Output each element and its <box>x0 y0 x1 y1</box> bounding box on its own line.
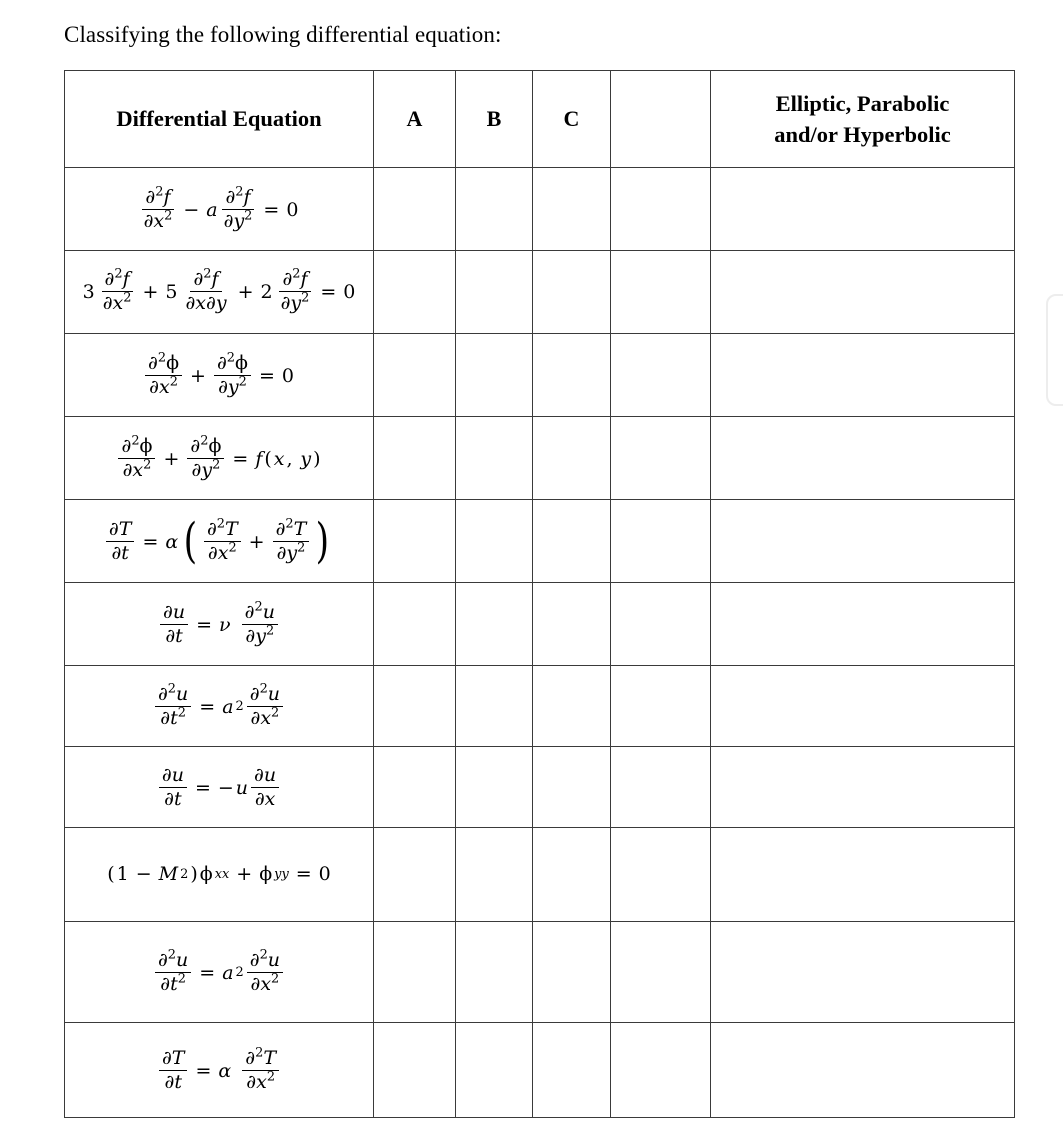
fraction <box>118 433 155 481</box>
answer-cell-a-11[interactable] <box>374 1023 456 1118</box>
plus-operator: + <box>237 280 254 303</box>
fraction <box>278 266 313 314</box>
answer-cell-b-1[interactable] <box>456 168 533 251</box>
column-header-a: A <box>374 71 456 168</box>
answer-cell-classification-11[interactable] <box>711 1023 1015 1118</box>
equals-operator: = <box>263 198 280 221</box>
answer-cell-blank-6[interactable] <box>611 583 711 666</box>
fraction <box>141 184 176 232</box>
numerator: ∂$^2$f <box>142 188 173 210</box>
column-header-blank <box>611 71 711 168</box>
denominator: $\partial x^2$ <box>149 374 178 398</box>
minus-operator: − <box>183 198 200 221</box>
table-row <box>65 251 1015 334</box>
answer-cell-blank-4[interactable] <box>611 417 711 500</box>
numerator: ∂$^2$u <box>155 951 191 973</box>
fraction <box>159 766 187 810</box>
equation-cell-8 <box>65 747 374 828</box>
answer-cell-blank-3[interactable] <box>611 334 711 417</box>
denominator: ∂t <box>164 1071 182 1093</box>
coefficient-5: 5 <box>165 280 178 303</box>
equals-operator: = <box>295 863 312 885</box>
equals-operator: = <box>142 530 159 553</box>
equals-operator: = <box>195 1059 212 1082</box>
phi-symbol: ϕ <box>199 863 213 885</box>
equation-cell-11 <box>65 1023 374 1118</box>
coefficient-a: a <box>222 961 234 984</box>
variable-u: u <box>235 776 249 799</box>
alpha-symbol: α <box>218 1059 232 1082</box>
answer-cell-a-2[interactable] <box>374 251 456 334</box>
equation-3 <box>144 350 294 398</box>
equals-operator: = <box>194 776 211 799</box>
function-f: f <box>255 447 263 470</box>
fraction <box>247 681 283 729</box>
fraction <box>214 350 251 398</box>
answer-cell-b-8[interactable] <box>456 747 533 828</box>
equation-cell-9 <box>65 828 374 922</box>
answer-cell-blank-9[interactable] <box>611 828 711 922</box>
answer-cell-a-6[interactable] <box>374 583 456 666</box>
denominator: ∂t <box>111 542 129 564</box>
fraction <box>204 516 241 564</box>
answer-cell-b-2[interactable] <box>456 251 533 334</box>
coefficient-2: 2 <box>260 280 273 303</box>
answer-cell-classification-4[interactable] <box>711 417 1015 500</box>
fraction <box>145 350 182 398</box>
equation-11 <box>158 1045 280 1093</box>
answer-cell-classification-7[interactable] <box>711 666 1015 747</box>
plus-operator: + <box>190 364 206 387</box>
answer-cell-b-6[interactable] <box>456 583 533 666</box>
answer-cell-c-2[interactable] <box>533 251 611 334</box>
numerator: ∂$^2$u <box>155 685 191 707</box>
fraction <box>187 433 224 481</box>
page-title: Classifying the following differential equation: <box>64 22 502 47</box>
alpha-symbol: α <box>165 530 179 553</box>
coefficient-a: a <box>206 198 218 221</box>
fraction <box>155 681 191 729</box>
answer-cell-b-4[interactable] <box>456 417 533 500</box>
equation-cell-1 <box>65 168 374 251</box>
numerator: ∂$^2$f <box>279 270 310 292</box>
answer-cell-c-9[interactable] <box>533 828 611 922</box>
answer-cell-b-9[interactable] <box>456 828 533 922</box>
phi-symbol: ϕ <box>259 863 273 885</box>
table-row <box>65 828 1015 922</box>
fraction <box>106 520 135 564</box>
answer-cell-classification-2[interactable] <box>711 251 1015 334</box>
equation-9: ( 1 − M 2 ) ϕ xx + ϕ yy = 0 <box>107 863 331 885</box>
header-row <box>65 71 1015 168</box>
denominator: $\partial y^2$ <box>245 623 275 647</box>
table-row <box>65 583 1015 666</box>
numerator: ∂$^2$T <box>273 520 310 542</box>
equation-cell-7 <box>65 666 374 747</box>
answer-cell-blank-8[interactable] <box>611 747 711 828</box>
coefficient-a: a <box>222 695 234 718</box>
table-body <box>65 168 1015 1118</box>
answer-cell-c-5[interactable] <box>533 500 611 583</box>
equals-operator: = <box>196 613 213 636</box>
answer-cell-b-5[interactable] <box>456 500 533 583</box>
numerator: ∂$^2$f <box>190 270 221 292</box>
column-header-equation: Differential Equation <box>65 71 374 168</box>
denominator: $\partial y^2$ <box>191 457 221 481</box>
denominator: $\partial x^2$ <box>207 540 237 564</box>
answer-cell-c-8[interactable] <box>533 747 611 828</box>
answer-cell-c-3[interactable] <box>533 334 611 417</box>
numerator: ∂u <box>160 603 188 625</box>
equation-cell-5 <box>65 500 374 583</box>
table-header <box>65 71 1015 168</box>
table-row <box>65 1023 1015 1118</box>
equals-operator: = <box>232 447 249 470</box>
equation-cell-6 <box>65 583 374 666</box>
numerator: ∂$^2$u <box>247 685 283 707</box>
fraction <box>273 516 310 564</box>
answer-cell-a-5[interactable] <box>374 500 456 583</box>
left-paren: ( <box>183 513 198 570</box>
answer-cell-classification-6[interactable] <box>711 583 1015 666</box>
fraction <box>251 766 279 810</box>
numerator: ∂$^2$u <box>242 603 278 625</box>
numerator: ∂u <box>159 766 187 788</box>
numerator: ∂T <box>159 1049 188 1071</box>
answer-cell-b-3[interactable] <box>456 334 533 417</box>
equation-4: $\frac{\partial^2\phi}{\partial x^2}$ + $\frac{\partial^2\phi}{\partial y^2}$ = f ( x , y ) <box>117 437 320 481</box>
denominator: $\partial x^2$ <box>250 705 280 729</box>
fraction <box>159 1049 188 1093</box>
denominator: $\partial y^2$ <box>223 208 253 232</box>
numerator: ∂$^2$ϕ <box>118 437 155 459</box>
equation-8 <box>158 766 280 810</box>
answer-cell-b-7[interactable] <box>456 666 533 747</box>
answer-cell-blank-11[interactable] <box>611 1023 711 1118</box>
classification-header-line2: and/or Hyperbolic <box>774 122 951 147</box>
numerator: ∂$^2$T <box>204 520 241 542</box>
equation-cell-3 <box>65 334 374 417</box>
fraction <box>182 266 229 314</box>
column-header-classification <box>711 71 1015 168</box>
fraction <box>100 266 135 314</box>
numerator: ∂$^2$T <box>242 1049 279 1071</box>
numerator: ∂$^2$ϕ <box>145 354 182 376</box>
answer-cell-c-10[interactable] <box>533 922 611 1023</box>
answer-cell-blank-5[interactable] <box>611 500 711 583</box>
equation-cell-2 <box>65 251 374 334</box>
answer-cell-blank-2[interactable] <box>611 251 711 334</box>
column-header-b: B <box>456 71 533 168</box>
denominator: $\partial t^2$ <box>160 705 186 729</box>
answer-cell-blank-1[interactable] <box>611 168 711 251</box>
answer-cell-classification-5[interactable] <box>711 500 1015 583</box>
plus-operator: + <box>142 280 159 303</box>
side-panel-fragment <box>1046 294 1063 406</box>
table-row <box>65 334 1015 417</box>
nu-symbol: ν <box>219 613 231 636</box>
numerator: ∂$^2$ϕ <box>214 354 251 376</box>
denominator: $\partial x^2$ <box>122 457 152 481</box>
column-header-c: C <box>533 71 611 168</box>
equation-5 <box>105 513 333 570</box>
table-row <box>65 666 1015 747</box>
classification-header-line1: Elliptic, Parabolic <box>775 91 950 116</box>
answer-cell-c-6[interactable] <box>533 583 611 666</box>
equals-operator: = <box>199 961 216 984</box>
table-row <box>65 922 1015 1023</box>
fraction <box>221 184 256 232</box>
equation-2 <box>82 266 356 314</box>
answer-cell-blank-10[interactable] <box>611 922 711 1023</box>
equation-7: $\frac{\partial^2u}{\partial t^2}$ = a 2 $\frac{\partial^2u}{\partial x^2}$ <box>154 685 284 729</box>
plus-operator: + <box>248 530 265 553</box>
equation-cell-4 <box>65 417 374 500</box>
answer-cell-c-1[interactable] <box>533 168 611 251</box>
denominator: $\partial y^2$ <box>218 374 247 398</box>
denominator: ∂x <box>254 788 276 810</box>
table-row <box>65 168 1015 251</box>
denominator: ∂x∂y <box>185 292 227 314</box>
equals-operator: = <box>258 364 275 387</box>
answer-cell-classification-9[interactable] <box>711 828 1015 922</box>
equation-10: $\frac{\partial^2u}{\partial t^2}$ = a 2 $\frac{\partial^2u}{\partial x^2}$ <box>154 951 284 995</box>
denominator: $\partial x^2$ <box>102 290 132 314</box>
numerator: ∂u <box>251 766 279 788</box>
answer-cell-classification-10[interactable] <box>711 922 1015 1023</box>
minus-operator: − <box>135 863 152 885</box>
denominator: $\partial x^2$ <box>246 1069 276 1093</box>
denominator: ∂t <box>165 625 183 647</box>
plus-operator: + <box>236 863 253 885</box>
fraction <box>155 947 191 995</box>
differential-equation-table <box>64 70 1015 1118</box>
answer-cell-b-11[interactable] <box>456 1023 533 1118</box>
numerator: ∂T <box>106 520 135 542</box>
answer-cell-a-1[interactable] <box>374 168 456 251</box>
zero: 0 <box>286 198 299 221</box>
fraction <box>160 603 188 647</box>
denominator: $\partial t^2$ <box>160 971 186 995</box>
answer-cell-c-4[interactable] <box>533 417 611 500</box>
answer-cell-a-9[interactable] <box>374 828 456 922</box>
equation-1 <box>140 184 299 232</box>
zero: 0 <box>281 364 294 387</box>
answer-cell-a-10[interactable] <box>374 922 456 1023</box>
numerator: ∂$^2$u <box>247 951 283 973</box>
table-row <box>65 747 1015 828</box>
coefficient-3: 3 <box>82 280 95 303</box>
denominator: ∂t <box>164 788 182 810</box>
answer-cell-a-3[interactable] <box>374 334 456 417</box>
denominator: $\partial x^2$ <box>250 971 280 995</box>
mach-number: M <box>158 863 179 885</box>
table-row <box>65 500 1015 583</box>
numerator: ∂$^2$ϕ <box>187 437 224 459</box>
denominator: $\partial y^2$ <box>280 290 310 314</box>
answer-cell-blank-7[interactable] <box>611 666 711 747</box>
fraction <box>242 1045 279 1093</box>
equation-6 <box>159 599 279 647</box>
numerator: ∂$^2$f <box>102 270 133 292</box>
zero: 0 <box>318 863 331 885</box>
minus-sign: − <box>217 776 234 799</box>
denominator: $\partial x^2$ <box>143 208 173 232</box>
answer-cell-c-7[interactable] <box>533 666 611 747</box>
answer-cell-classification-1[interactable] <box>711 168 1015 251</box>
answer-cell-c-11[interactable] <box>533 1023 611 1118</box>
answer-cell-a-4[interactable] <box>374 417 456 500</box>
equals-operator: = <box>199 695 216 718</box>
plus-operator: + <box>163 447 180 470</box>
equals-operator: = <box>320 280 337 303</box>
answer-cell-a-7[interactable] <box>374 666 456 747</box>
fraction <box>247 947 283 995</box>
equation-cell-10 <box>65 922 374 1023</box>
answer-cell-b-10[interactable] <box>456 922 533 1023</box>
answer-cell-a-8[interactable] <box>374 747 456 828</box>
answer-cell-classification-3[interactable] <box>711 334 1015 417</box>
table-row <box>65 417 1015 500</box>
zero: 0 <box>343 280 356 303</box>
answer-cell-classification-8[interactable] <box>711 747 1015 828</box>
right-paren: ) <box>315 513 330 570</box>
fraction <box>242 599 278 647</box>
numerator: ∂$^2$f <box>222 188 253 210</box>
denominator: $\partial y^2$ <box>276 540 306 564</box>
